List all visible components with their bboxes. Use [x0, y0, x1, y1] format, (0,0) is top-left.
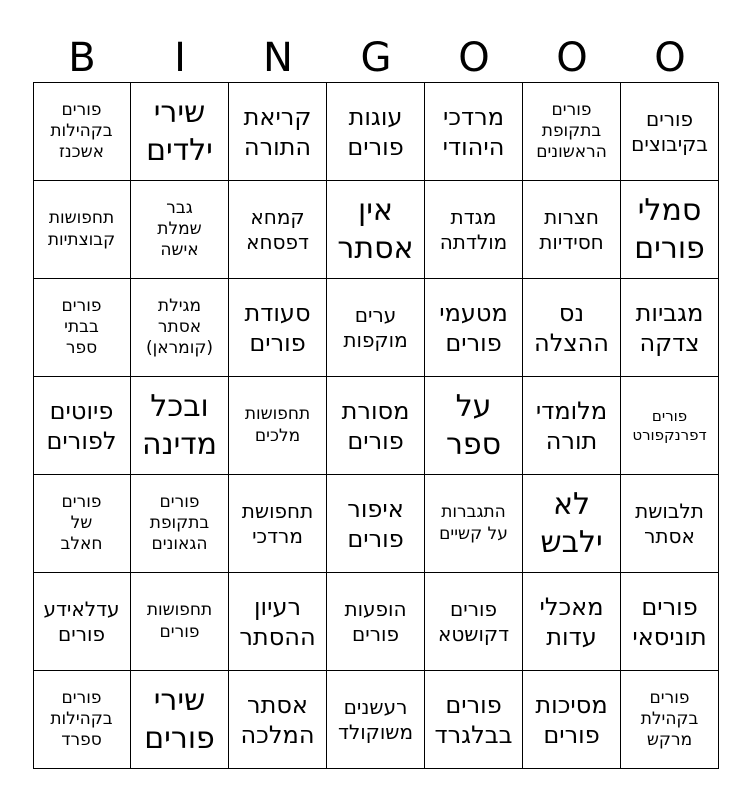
bingo-cell[interactable]: ערים מוקפות	[327, 279, 425, 377]
bingo-cell[interactable]: מגילת אסתר (קומראן)	[131, 279, 229, 377]
bingo-cell[interactable]: תלבושת אסתר	[621, 475, 719, 573]
bingo-cell[interactable]: שירי ילדים	[131, 83, 229, 181]
bingo-cell[interactable]: התגברות על קשיים	[425, 475, 523, 573]
bingo-cell[interactable]: איפור פורים	[327, 475, 425, 573]
bingo-cell[interactable]: מרדכי היהודי	[425, 83, 523, 181]
bingo-cell[interactable]: פורים בבלגרד	[425, 671, 523, 769]
bingo-cell[interactable]: סעודת פורים	[229, 279, 327, 377]
bingo-cell[interactable]: מלומדי תורה	[523, 377, 621, 475]
bingo-cell[interactable]: שירי פורים	[131, 671, 229, 769]
bingo-cell[interactable]: מסיכות פורים	[523, 671, 621, 769]
bingo-cell[interactable]: פיוטים לפורים	[33, 377, 131, 475]
bingo-cell[interactable]: ובכל מדינה	[131, 377, 229, 475]
bingo-cell[interactable]: גבר שמלת אישה	[131, 181, 229, 279]
bingo-cell[interactable]: קמחא דפסחא	[229, 181, 327, 279]
bingo-cell[interactable]: קריאת התורה	[229, 83, 327, 181]
bingo-cell[interactable]: תחפושת מרדכי	[229, 475, 327, 573]
header-letter: B	[68, 35, 96, 81]
bingo-cell[interactable]: פורים בקהילות ספרד	[33, 671, 131, 769]
header-letter: O	[556, 35, 588, 81]
bingo-cell[interactable]: רעיון ההסתר	[229, 573, 327, 671]
bingo-cell[interactable]: מסורת פורים	[327, 377, 425, 475]
bingo-cell[interactable]: מאכלי עדות	[523, 573, 621, 671]
bingo-cell[interactable]: אין אסתר	[327, 181, 425, 279]
header-letter: N	[263, 35, 293, 81]
bingo-cell[interactable]: עדלאידע פורים	[33, 573, 131, 671]
bingo-cell[interactable]: עוגות פורים	[327, 83, 425, 181]
bingo-cell[interactable]: אסתר המלכה	[229, 671, 327, 769]
bingo-cell[interactable]: פורים בקהילת מרקש	[621, 671, 719, 769]
bingo-cell[interactable]: מגביות צדקה	[621, 279, 719, 377]
bingo-cell[interactable]: פורים בבתי ספר	[33, 279, 131, 377]
bingo-cell[interactable]: פורים דפרנקפורט	[621, 377, 719, 475]
header-letter: I	[174, 35, 186, 81]
bingo-cell[interactable]: פורים תוניסאי	[621, 573, 719, 671]
bingo-header	[33, 34, 719, 82]
bingo-cell[interactable]: מטעמי פורים	[425, 279, 523, 377]
bingo-cell[interactable]: פורים בקהילות אשכנז	[33, 83, 131, 181]
bingo-cell[interactable]: תחפושות מלכים	[229, 377, 327, 475]
header-letter: G	[360, 35, 392, 81]
bingo-cell[interactable]: נס ההצלה	[523, 279, 621, 377]
bingo-cell[interactable]: סמלי פורים	[621, 181, 719, 279]
bingo-cell[interactable]: הופעות פורים	[327, 573, 425, 671]
bingo-cell[interactable]: תחפושות קבוצתיות	[33, 181, 131, 279]
bingo-cell[interactable]: פורים בתקופת הגאונים	[131, 475, 229, 573]
bingo-cell[interactable]: תחפושות פורים	[131, 573, 229, 671]
header-letter: O	[458, 35, 490, 81]
bingo-cell[interactable]: פורים דקושטא	[425, 573, 523, 671]
bingo-cell[interactable]: פורים בקיבוצים	[621, 83, 719, 181]
bingo-cell[interactable]: לא ילבש	[523, 475, 621, 573]
bingo-cell[interactable]: חצרות חסידיות	[523, 181, 621, 279]
bingo-cell[interactable]: מגדת מולדתה	[425, 181, 523, 279]
bingo-cell[interactable]: רעשנים משוקולד	[327, 671, 425, 769]
header-letter: O	[654, 35, 686, 81]
bingo-cell[interactable]: על ספר	[425, 377, 523, 475]
bingo-card	[33, 82, 719, 768]
bingo-cell[interactable]: פורים של חאלב	[33, 475, 131, 573]
bingo-cell[interactable]: פורים בתקופת הראשונים	[523, 83, 621, 181]
